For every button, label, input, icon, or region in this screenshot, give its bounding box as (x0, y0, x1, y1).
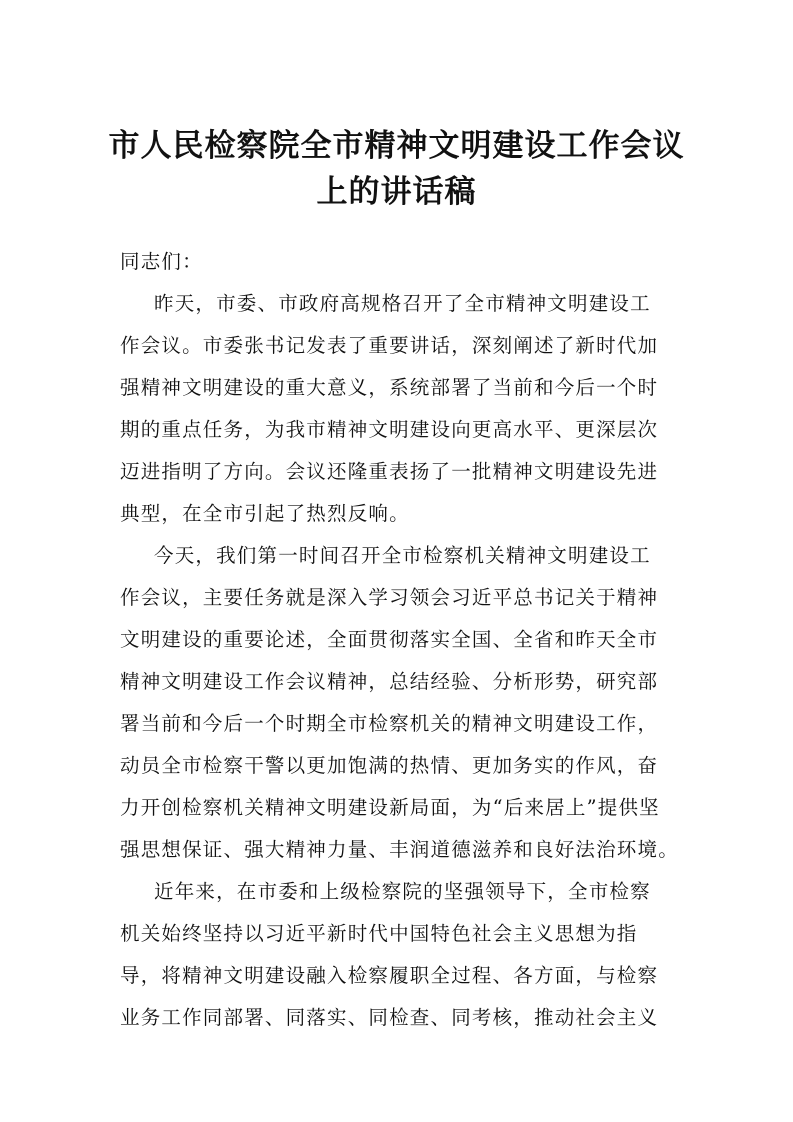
paragraph-1-line-2: 作会议。市委张书记发表了重要讲话，深刻阐述了新时代加 (120, 334, 659, 357)
paragraph-1-line-6: 典型，在全市引起了热烈反响。 (120, 502, 410, 525)
paragraph-2-line-8: 强思想保证、强大精神力量、丰润道德滋养和良好法治环境。 (120, 838, 679, 861)
paragraph-1-line-4: 期的重点任务，为我市精神文明建设向更高水平、更深层次 (120, 418, 659, 441)
paragraph-2-line-4: 精神文明建设工作会议精神，总结经验、分析形势，研究部 (120, 670, 659, 693)
paragraph-3-line-4: 业务工作同部署、同落实、同检查、同考核，推动社会主义 (120, 1006, 659, 1029)
paragraph-2-line-3: 文明建设的重要论述，全面贯彻落实全国、全省和昨天全市 (120, 628, 659, 651)
paragraph-3-line-1: 近年来，在市委和上级检察院的坚强领导下，全市检察 (154, 880, 651, 903)
greeting: 同志们： (120, 250, 203, 273)
paragraph-2-line-1: 今天，我们第一时间召开全市检察机关精神文明建设工 (154, 544, 651, 567)
paragraph-1-line-1: 昨天，市委、市政府高规格召开了全市精神文明建设工 (154, 292, 651, 315)
paragraph-3-line-2: 机关始终坚持以习近平新时代中国特色社会主义思想为指 (120, 922, 638, 945)
paragraph-2-line-7: 力开创检察机关精神文明建设新局面，为“后来居上”提供坚 (120, 796, 660, 819)
document-title-line-1: 市人民检察院全市精神文明建设工作会议 (108, 128, 685, 164)
paragraph-3-line-3: 导，将精神文明建设融入检察履职全过程、各方面，与检察 (120, 964, 659, 987)
document-title-line-2: 上的讲话稿 (316, 174, 477, 210)
paragraph-2-line-2: 作会议，主要任务就是深入学习领会习近平总书记关于精神 (120, 586, 659, 609)
paragraph-2-line-6: 动员全市检察干警以更加饱满的热情、更加务实的作风，奋 (120, 754, 659, 777)
paragraph-2-line-5: 署当前和今后一个时期全市检察机关的精神文明建设工作， (120, 712, 659, 735)
paragraph-1-line-3: 强精神文明建设的重大意义，系统部署了当前和今后一个时 (120, 376, 659, 399)
paragraph-1-line-5: 迈进指明了方向。会议还隆重表扬了一批精神文明建设先进 (120, 460, 659, 483)
